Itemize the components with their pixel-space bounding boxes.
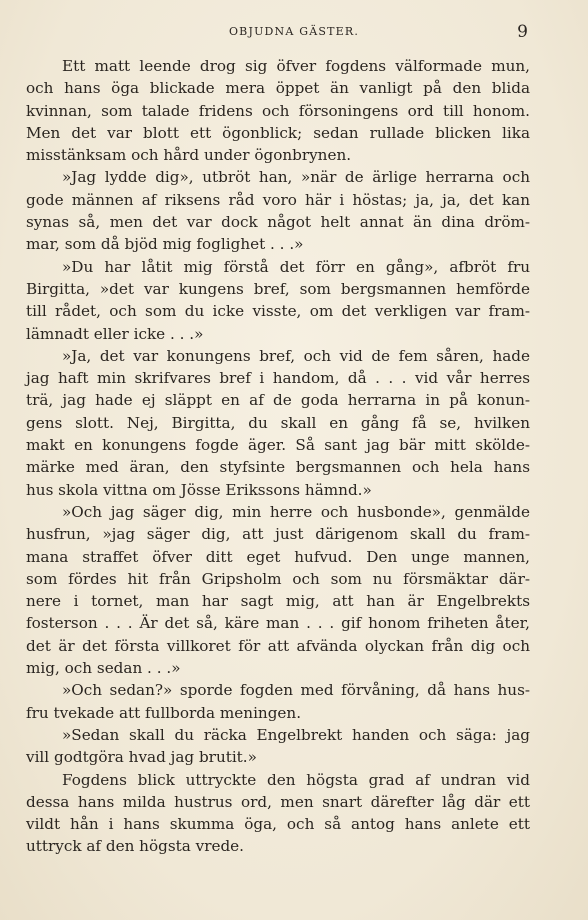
text-line: synas så, men det var dock något helt annat än dina dröm- — [26, 213, 530, 232]
text-line: uttryck af den högsta vrede. — [26, 837, 244, 856]
text-line: Men det var blott ett ögonblick; sedan rullade blicken lika — [26, 123, 530, 142]
text-line: det är det första villkoret för att afvända olyckan från dig och — [26, 636, 530, 655]
text-line: nere i tornet, man har sagt mig, att han är Engelbrekts — [26, 592, 530, 611]
paragraph — [26, 679, 530, 724]
page-number: 9 — [517, 22, 528, 42]
text-line: Fogdens blick uttryckte den högsta grad af undran vid — [62, 770, 530, 789]
text-line: hus skola vittna om Jösse Erikssons hämnd.» — [26, 480, 372, 499]
text-line: fru tvekade att fullborda meningen. — [26, 703, 302, 722]
text-line: Ett matt leende drog sig öfver fogdens välformade mun, — [62, 57, 530, 75]
text-line: trä, jag hade ej släppt en af de goda herrarna in på konun- — [26, 391, 530, 410]
text-line: som fördes hit från Gripsholm och som nu försmäktar där- — [26, 569, 530, 588]
text-line: »Ja, det var konungens bref, och vid de fem såren, hade — [62, 346, 530, 365]
text-line: och hans öga blickade mera öppet än vanligt på den blida — [26, 79, 530, 98]
text-line: makt en konungens fogde äger. Så sant jag bär mitt skölde- — [26, 436, 530, 455]
text-line: mana straffet öfver ditt eget hufvud. Den unge mannen, — [26, 547, 530, 566]
paragraph — [26, 724, 530, 769]
text-line: mar, som då bjöd mig foglighet . . .» — [26, 235, 304, 254]
paragraph — [26, 55, 530, 166]
text-line: kvinnan, som talade fridens och försoningens ord till honom. — [26, 101, 530, 120]
text-line: till rådet, och som du icke visste, om det verkligen var fram- — [26, 302, 530, 321]
text-line: Birgitta, »det var kungens bref, som bergsmannen hemförde — [26, 279, 530, 298]
text-line: fosterson . . . Är det så, käre man . . . gif honom friheten åter, — [26, 614, 530, 633]
text-line: »Och jag säger dig, min herre och husbonde», genmälde — [62, 502, 530, 521]
running-title: OBJUDNA GÄSTER. — [228, 25, 360, 38]
text-line: misstänksam och hård under ögonbrynen. — [26, 146, 352, 165]
text-line: »Och sedan?» sporde fogden med förvåning, då hans hus- — [62, 681, 530, 700]
paragraph — [26, 166, 530, 255]
body-text — [26, 55, 530, 858]
text-line: jag haft min skrifvares bref i handom, då . . . vid vår herres — [26, 369, 530, 388]
running-header — [0, 22, 588, 42]
text-line: »Jag lydde dig», utbröt han, »när de ärlige herrarna och — [62, 168, 530, 187]
paragraph — [26, 256, 530, 345]
text-line: mig, och sedan . . .» — [26, 659, 181, 678]
paragraph — [26, 769, 530, 858]
text-line: husfrun, »jag säger dig, att just därigenom skall du fram- — [26, 525, 530, 544]
text-line: märke med äran, den styfsinte bergsmannen och hela hans — [26, 458, 530, 477]
text-line: vill godtgöra hvad jag brutit.» — [26, 748, 257, 767]
text-line: gode männen af riksens råd voro här i höstas; ja, ja, det kan — [26, 190, 530, 209]
text-line: lämnadt eller icke . . .» — [26, 324, 204, 343]
paragraph — [26, 501, 530, 679]
text-line: »Du har låtit mig förstå det förr en gång», afbröt fru — [62, 257, 530, 276]
text-line: vildt hån i hans skumma öga, och så antog hans anlete ett — [26, 815, 530, 834]
text-line: gens slott. Nej, Birgitta, du skall en gång få se, hvilken — [26, 413, 530, 432]
text-line: »Sedan skall du räcka Engelbrekt handen och säga: jag — [62, 725, 530, 744]
paragraph — [26, 345, 530, 501]
text-line: dessa hans milda hustrus ord, men snart därefter låg där ett — [26, 792, 530, 811]
